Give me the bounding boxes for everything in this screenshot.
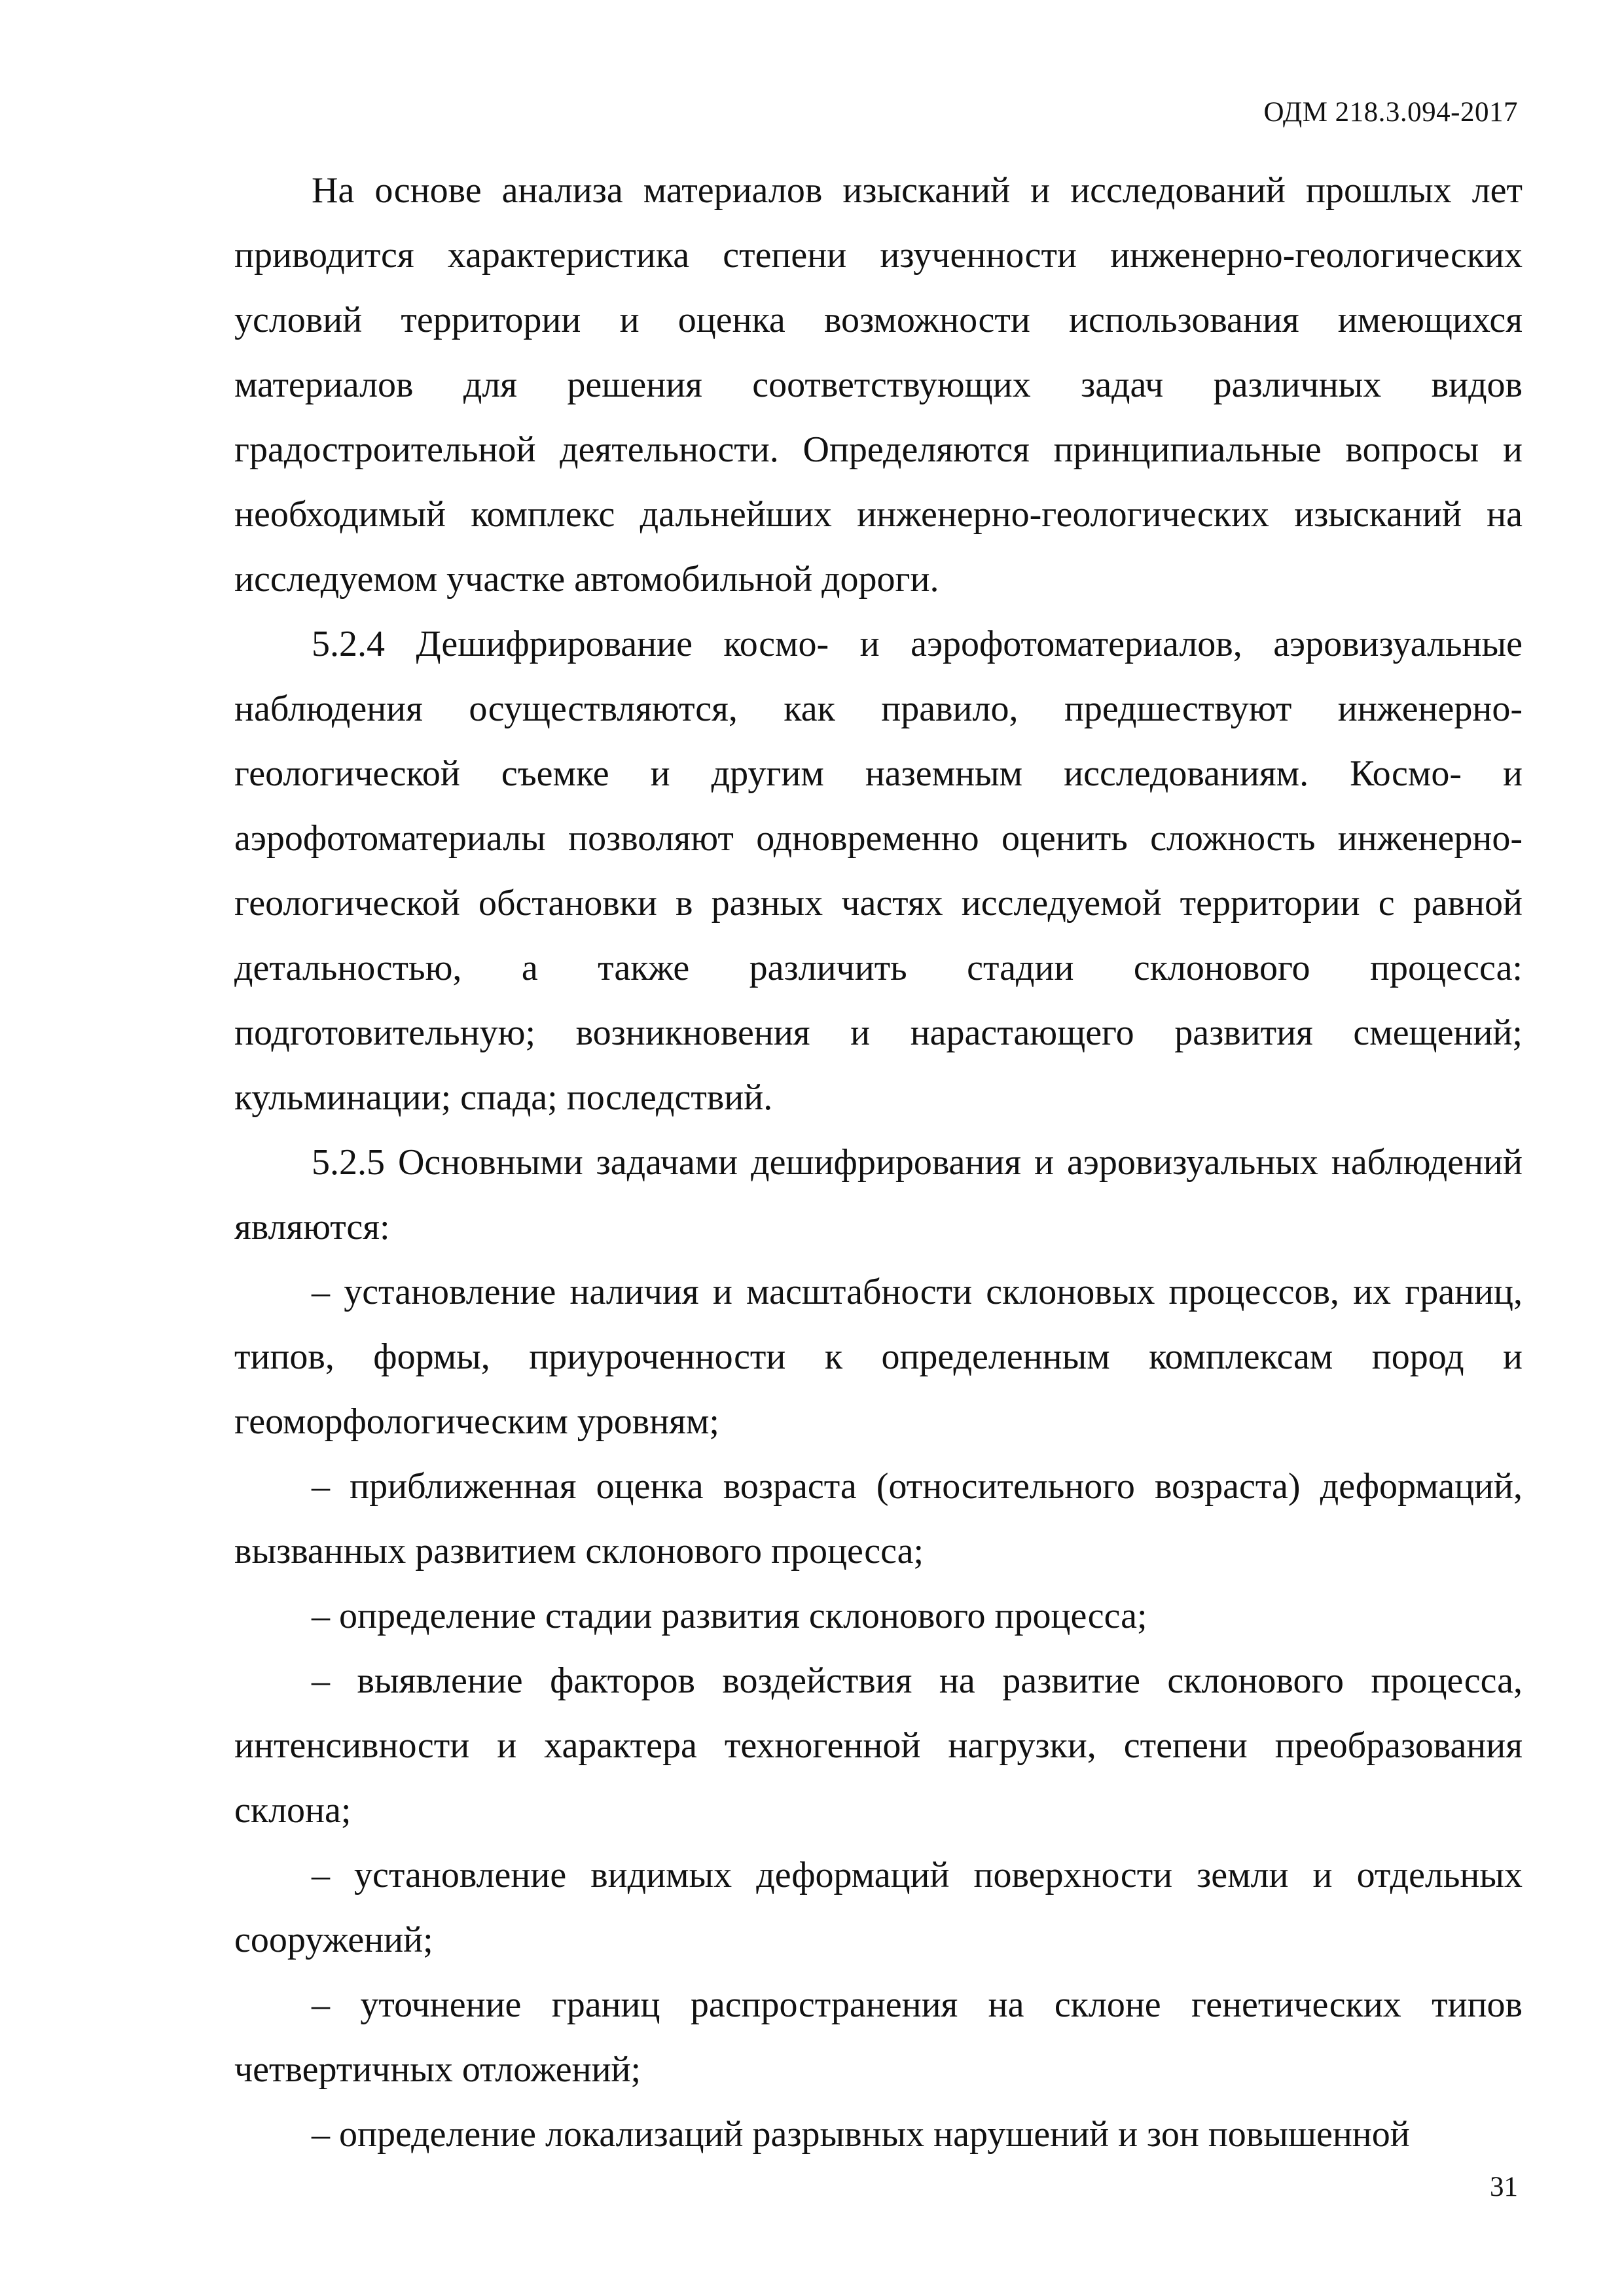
list-item-task: – приближенная оценка возраста (относительного возраста) деформаций, вызванных развитием склонового процесса;	[234, 1466, 1523, 1571]
paragraph-previous-studies: На основе анализа материалов изысканий и исследований прошлых лет приводится характеристика степени изученности инженерно-геологических условий территории и оценка возможности использования имеющихся материалов для решения соответствующих задач различных видов градостроительной деятельности. Определяются принципиальные вопросы и необходимый комплекс дальнейших инженерно-геологических изысканий на исследуемом участке автомобильной дороги.	[234, 170, 1523, 600]
list-item-task: – определение стадии развития склонового процесса;	[312, 1596, 1147, 1636]
document-body	[234, 158, 1523, 2167]
page-number: 31	[1490, 2172, 1518, 2202]
paragraph-5-2-4: 5.2.4 Дешифрирование космо- и аэрофотоматериалов, аэровизуальные наблюдения осуществляются, как правило, предшествуют инженерно-геологической съемке и другим наземным исследованиям. Космо- и аэрофотоматериалы позволяют одновременно оценить сложность инженерно-геологической обстановки в разных частях исследуемой территории с равной детальностью, а также различить стадии склонового процесса: подготовительную; возникновения и нарастающего развития смещений; кульминации; спада; последствий.	[234, 624, 1523, 1118]
document-code-header: ОДМ 218.3.094-2017	[1263, 97, 1518, 128]
list-item-task: – уточнение границ распространения на склоне генетических типов четвертичных отложений;	[234, 1984, 1523, 2090]
list-item-task: – выявление факторов воздействия на развитие склонового процесса, интенсивности и характера техногенной нагрузки, степени преобразования склона;	[234, 1660, 1523, 1831]
list-item-task: – установление наличия и масштабности склоновых процессов, их границ, типов, формы, приуроченности к определенным комплексам пород и геоморфологическим уровням;	[234, 1272, 1523, 1442]
list-item-task: – определение локализаций разрывных нарушений и зон повышенной	[312, 2114, 1410, 2155]
paragraph-5-2-5: 5.2.5 Основными задачами дешифрирования и аэровизуальных наблюдений являются:	[234, 1142, 1523, 1247]
list-item-task: – установление видимых деформаций поверхности земли и отдельных сооружений;	[234, 1855, 1523, 1960]
